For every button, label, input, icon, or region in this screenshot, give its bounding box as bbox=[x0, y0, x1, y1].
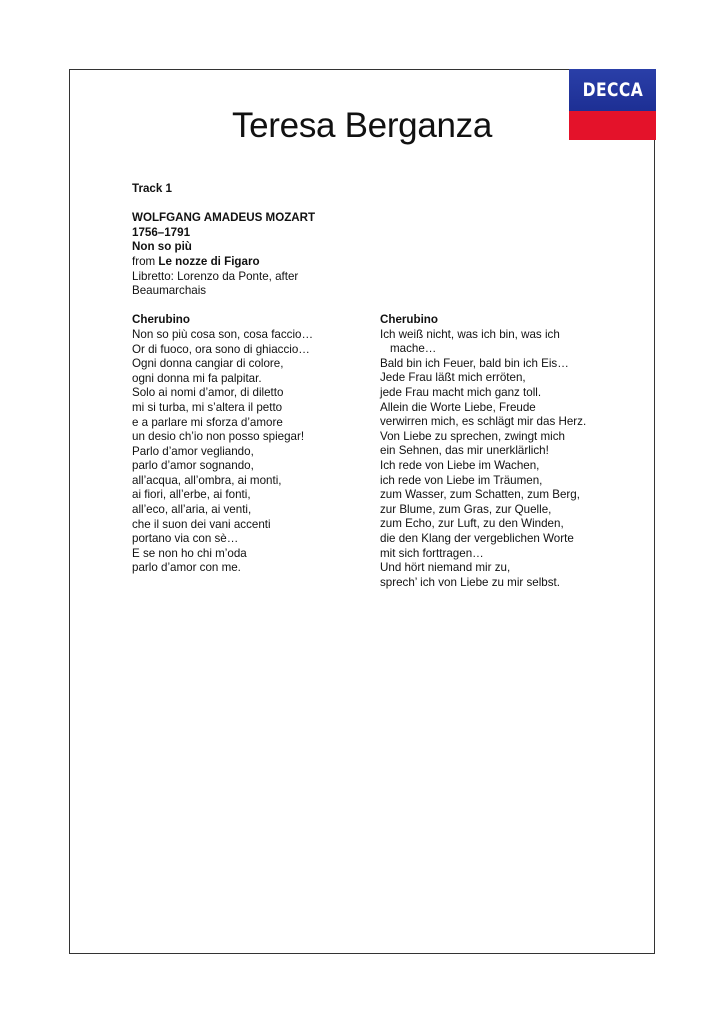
lyric-line: ogni donna mi fa palpitar. bbox=[132, 371, 262, 385]
lyric-line: ein Sehnen, das mir unerklärlich! bbox=[380, 444, 549, 458]
lyric-line: Und hört niemand mir zu, bbox=[380, 561, 511, 575]
track-label: Track 1 bbox=[132, 182, 172, 195]
opera-title: Le nozze di Figaro bbox=[158, 254, 260, 268]
lyric-line: un desio ch’io non posso spiegar! bbox=[132, 430, 305, 444]
translation-character: Cherubino bbox=[380, 313, 438, 326]
from-prefix: from bbox=[132, 254, 159, 268]
right-column bbox=[380, 313, 620, 590]
lyric-line: Jede Frau läßt mich erröten, bbox=[380, 371, 526, 385]
lyric-line: verwirren mich, es schlägt mir das Herz. bbox=[380, 415, 587, 429]
lyric-line: zur Blume, zum Gras, zur Quelle, bbox=[380, 502, 552, 516]
composer-dates: 1756–1791 bbox=[132, 225, 191, 239]
lyric-line: Ogni donna cangiar di colore, bbox=[132, 357, 284, 371]
lyric-line: portano via con sè… bbox=[132, 532, 239, 546]
work-title: Non so più bbox=[132, 240, 192, 254]
opera-line bbox=[132, 255, 347, 270]
lyric-line: Allein die Worte Liebe, Freude bbox=[380, 400, 536, 414]
lyric-line: Von Liebe zu sprechen, zwingt mich bbox=[380, 429, 565, 443]
lyric-line: Ich weiß nicht, was ich bin, was ich bbox=[380, 327, 560, 341]
lyric-line: parlo d’amor sognando, bbox=[132, 459, 254, 473]
lyric-line: die den Klang der vergeblichen Worte bbox=[380, 531, 574, 545]
lyric-line: mache… bbox=[390, 342, 437, 356]
lyric-line: all’eco, all’aria, ai venti, bbox=[132, 503, 252, 517]
lyric-line: jede Frau macht mich ganz toll. bbox=[380, 385, 542, 399]
page-title: Teresa Berganza bbox=[231, 106, 493, 145]
lyric-line: zum Wasser, zum Schatten, zum Berg, bbox=[380, 488, 580, 502]
lyric-line: Or di fuoco, ora sono di ghiaccio… bbox=[132, 342, 310, 356]
lyric-line: sprech’ ich von Liebe zu mir selbst. bbox=[380, 575, 560, 589]
lyric-line: ich rede von Liebe im Träumen, bbox=[380, 473, 543, 487]
lyric-line: Non so più cosa son, cosa faccio… bbox=[132, 327, 314, 341]
translation-lyrics bbox=[380, 328, 620, 591]
libretto-line-1: Libretto: Lorenzo da Ponte, after bbox=[132, 269, 299, 283]
original-lyrics bbox=[132, 328, 347, 576]
composer-name: WOLFGANG AMADEUS MOZART bbox=[132, 211, 316, 225]
lyric-line: zum Echo, zur Luft, zu den Winden, bbox=[380, 517, 564, 531]
lyric-line: Ich rede von Liebe im Wachen, bbox=[380, 458, 540, 472]
lyric-line: Bald bin ich Feuer, bald bin ich Eis… bbox=[380, 356, 569, 370]
lyric-line: mit sich forttragen… bbox=[380, 546, 484, 560]
lyric-line: E se non ho chi m’oda bbox=[132, 546, 247, 560]
lyric-line: Parlo d’amor vegliando, bbox=[132, 444, 254, 458]
lyric-line: all’acqua, all’ombra, ai monti, bbox=[132, 473, 282, 487]
lyric-line: e a parlare mi sforza d’amore bbox=[132, 415, 283, 429]
libretto-line-2: Beaumarchais bbox=[132, 284, 207, 298]
original-character: Cherubino bbox=[132, 313, 190, 327]
logo-text: DECCA bbox=[582, 79, 643, 101]
lyric-line: Solo ai nomi d’amor, di diletto bbox=[132, 386, 284, 400]
lyric-line: mi si turba, mi s’altera il petto bbox=[132, 400, 283, 414]
logo-blue-band bbox=[569, 69, 656, 111]
lyric-line: che il suon dei vani accenti bbox=[132, 517, 271, 531]
left-column bbox=[132, 182, 347, 576]
lyric-line: parlo d’amor con me. bbox=[132, 561, 241, 575]
lyric-line: ai fiori, all’erbe, ai fonti, bbox=[132, 488, 251, 502]
